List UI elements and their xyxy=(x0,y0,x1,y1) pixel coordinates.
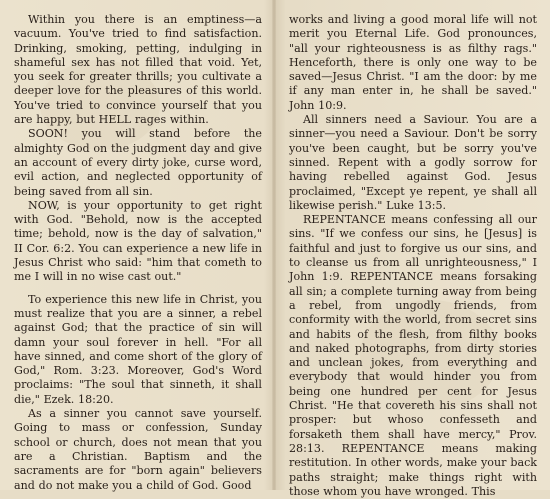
right-page xyxy=(289,13,537,498)
right-paragraph-3: REPENTANCE means confessing all our sins. "If we confess our sins, he [Jesus] is faithful and just to forgive us our sins, and to cleanse us from all unrighteousness," I John 1:9. REPENTANCE means forsaking all sin; a complete turning away from being a rebel, from ungodly friends, from conformity with the world, from secret sins and habits of the flesh, from filthy books and naked photographs, from dirty stories and unclean jokes, from everything and everybody that would hinder you from being one hundred per cent for Jesus Christ. "He that covereth his sins shall not prosper: but whoso confesseth and forsaketh them shall have mercy," Prov. 28:13. REPENTANCE means making restitution. In other words, make your back paths straight; make things right with those whom you have wronged. This xyxy=(289,213,537,498)
left-paragraph-3: NOW, is your opportunity to get right with God. "Behold, now is the accepted time; behold, now is the day of salvation," II Cor. 6:2. You can experience a new life in Jesus Christ who said: "him that cometh to me I will in no wise cast out." xyxy=(14,198,262,284)
left-paragraph-5: As a sinner you cannot save yourself. Going to mass or confession, Sunday school or church, does not mean that you are a Christian. Baptism and the sacraments are for "born again" believers and do not make you a child of God. Good xyxy=(14,407,262,492)
left-paragraph-2: SOON! you will stand before the almighty God on the judgment day and give an account of every dirty joke, curse word, evil action, and neglected opportunity of being saved from all sin. xyxy=(14,127,262,198)
right-paragraph-2: All sinners need a Saviour. You are a sinner—you need a Saviour. Don't be sorry you've been caught, but be sorry you've sinned. Repent with a godly sorrow for having rebelled against God. Jesus proclaimed, "Except ye repent, ye shall all likewise perish." Luke 13:5. xyxy=(289,113,537,212)
right-paragraph-1: works and living a good moral life will not merit you Eternal Life. God pronounces, "all your righteousness is as filthy rags." Henceforth, there is only one way to be saved—Jesus Christ. "I am the door: by me if any man enter in, he shall be saved." John 10:9. xyxy=(289,13,537,112)
left-paragraph-4: To experience this new life in Christ, you must realize that you are a sinner, a rebel against God; that the practice of sin will damn your soul forever in hell. "For all have sinned, and come short of the glory of God," Rom. 3:23. Moreover, God's Word proclaims: "The soul that sinneth, it shall die," Ezek. 18:20. xyxy=(14,292,262,406)
center-fold xyxy=(272,0,276,490)
left-page xyxy=(14,13,262,492)
left-paragraph-1: Within you there is an emptiness—a vacuum. You've tried to find satisfaction. Drinking, smoking, petting, indulging in shameful sex has not filled that void. Yet, you seek for greater thrills; you cultivate a deeper love for the pleasures of this world. You've tried to convince yourself that you are happy, but HELL rages within. xyxy=(14,13,262,127)
